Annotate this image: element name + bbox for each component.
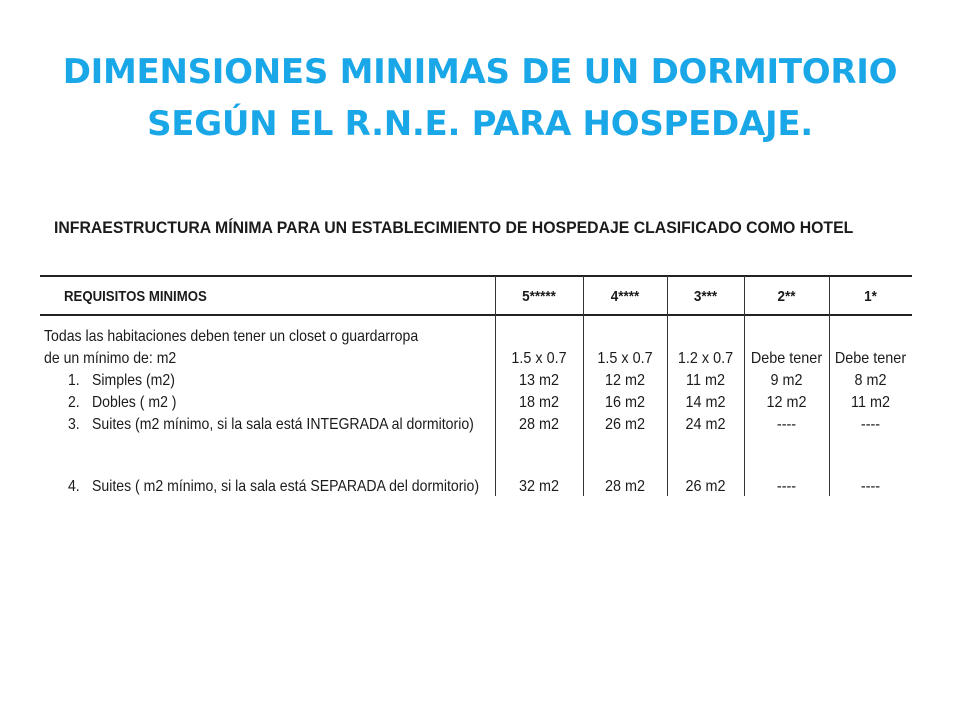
intro-value-4: 1.5 x 0.7 xyxy=(597,350,653,367)
requirements-table xyxy=(40,212,912,496)
row4-value-5: 32 m2 xyxy=(518,478,560,495)
row3-value-3: 24 m2 xyxy=(685,416,726,433)
slide-title xyxy=(0,46,960,150)
row1-value-1: 8 m2 xyxy=(854,372,887,389)
intro-value-1: Debe tener xyxy=(834,350,907,367)
slide-title-line-1: DIMENSIONES MINIMAS DE UN DORMITORIO xyxy=(62,52,898,92)
intro-value-3: 1.2 x 0.7 xyxy=(677,350,734,367)
row-number: 4. xyxy=(67,478,80,495)
row4-value-4: 28 m2 xyxy=(604,478,646,495)
row3-value-1: ---- xyxy=(860,416,881,433)
slide-title-line-2: SEGÚN EL R.N.E. PARA HOSPEDAJE. xyxy=(147,104,813,144)
row1-value-2: 9 m2 xyxy=(770,372,803,389)
table-top-rule xyxy=(40,275,912,277)
row3-value-5: 28 m2 xyxy=(518,416,560,433)
column-divider xyxy=(829,276,830,496)
header-col-1-star: 1* xyxy=(864,288,877,305)
row3-value-2: ---- xyxy=(776,416,797,433)
row3-value-4: 26 m2 xyxy=(604,416,646,433)
requirement-row-simples xyxy=(48,370,175,392)
row-label: Simples (m2) xyxy=(92,372,175,389)
column-divider xyxy=(744,276,745,496)
row1-value-5: 13 m2 xyxy=(518,372,560,389)
requirement-row-suites-integrada xyxy=(48,414,474,436)
header-col-4-stars: 4**** xyxy=(610,288,640,305)
row1-value-4: 12 m2 xyxy=(604,372,646,389)
table-heading: INFRAESTRUCTURA MÍNIMA PARA UN ESTABLECIMIENTO DE HOSPEDAJE CLASIFICADO COMO HOTEL xyxy=(54,218,854,237)
column-divider xyxy=(495,276,496,496)
row-label: Suites (m2 mínimo, si la sala está INTEGRADA al dormitorio) xyxy=(92,416,474,433)
row2-value-5: 18 m2 xyxy=(518,394,560,411)
header-col-3-stars: 3*** xyxy=(693,288,718,305)
row-label: Dobles ( m2 ) xyxy=(92,394,177,411)
row4-value-2: ---- xyxy=(776,478,797,495)
row1-value-3: 11 m2 xyxy=(686,372,725,389)
header-col-2-stars: 2** xyxy=(777,288,796,305)
header-col-5-stars: 5***** xyxy=(522,288,556,305)
row-number: 3. xyxy=(67,416,80,433)
requirement-intro: Todas las habitaciones deben tener un closet o guardarropa de un mínimo de: m2 xyxy=(44,328,419,367)
row-label: Suites ( m2 mínimo, si la sala está SEPARADA del dormitorio) xyxy=(92,478,480,495)
row2-value-3: 14 m2 xyxy=(685,394,726,411)
row2-value-1: 11 m2 xyxy=(851,394,890,411)
intro-value-5: 1.5 x 0.7 xyxy=(511,350,567,367)
column-divider xyxy=(667,276,668,496)
intro-value-2: Debe tener xyxy=(750,350,823,367)
requirement-row-suites-separada xyxy=(48,476,479,496)
row2-value-4: 16 m2 xyxy=(604,394,646,411)
row-number: 2. xyxy=(67,394,80,411)
row-number: 1. xyxy=(67,372,80,389)
header-bottom-rule xyxy=(40,314,912,316)
header-requisitos: REQUISITOS MINIMOS xyxy=(64,288,207,305)
row4-value-1: ---- xyxy=(860,478,881,495)
row2-value-2: 12 m2 xyxy=(766,394,807,411)
row4-value-3: 26 m2 xyxy=(685,478,726,495)
requirement-row-dobles xyxy=(48,392,177,414)
column-divider xyxy=(583,276,584,496)
